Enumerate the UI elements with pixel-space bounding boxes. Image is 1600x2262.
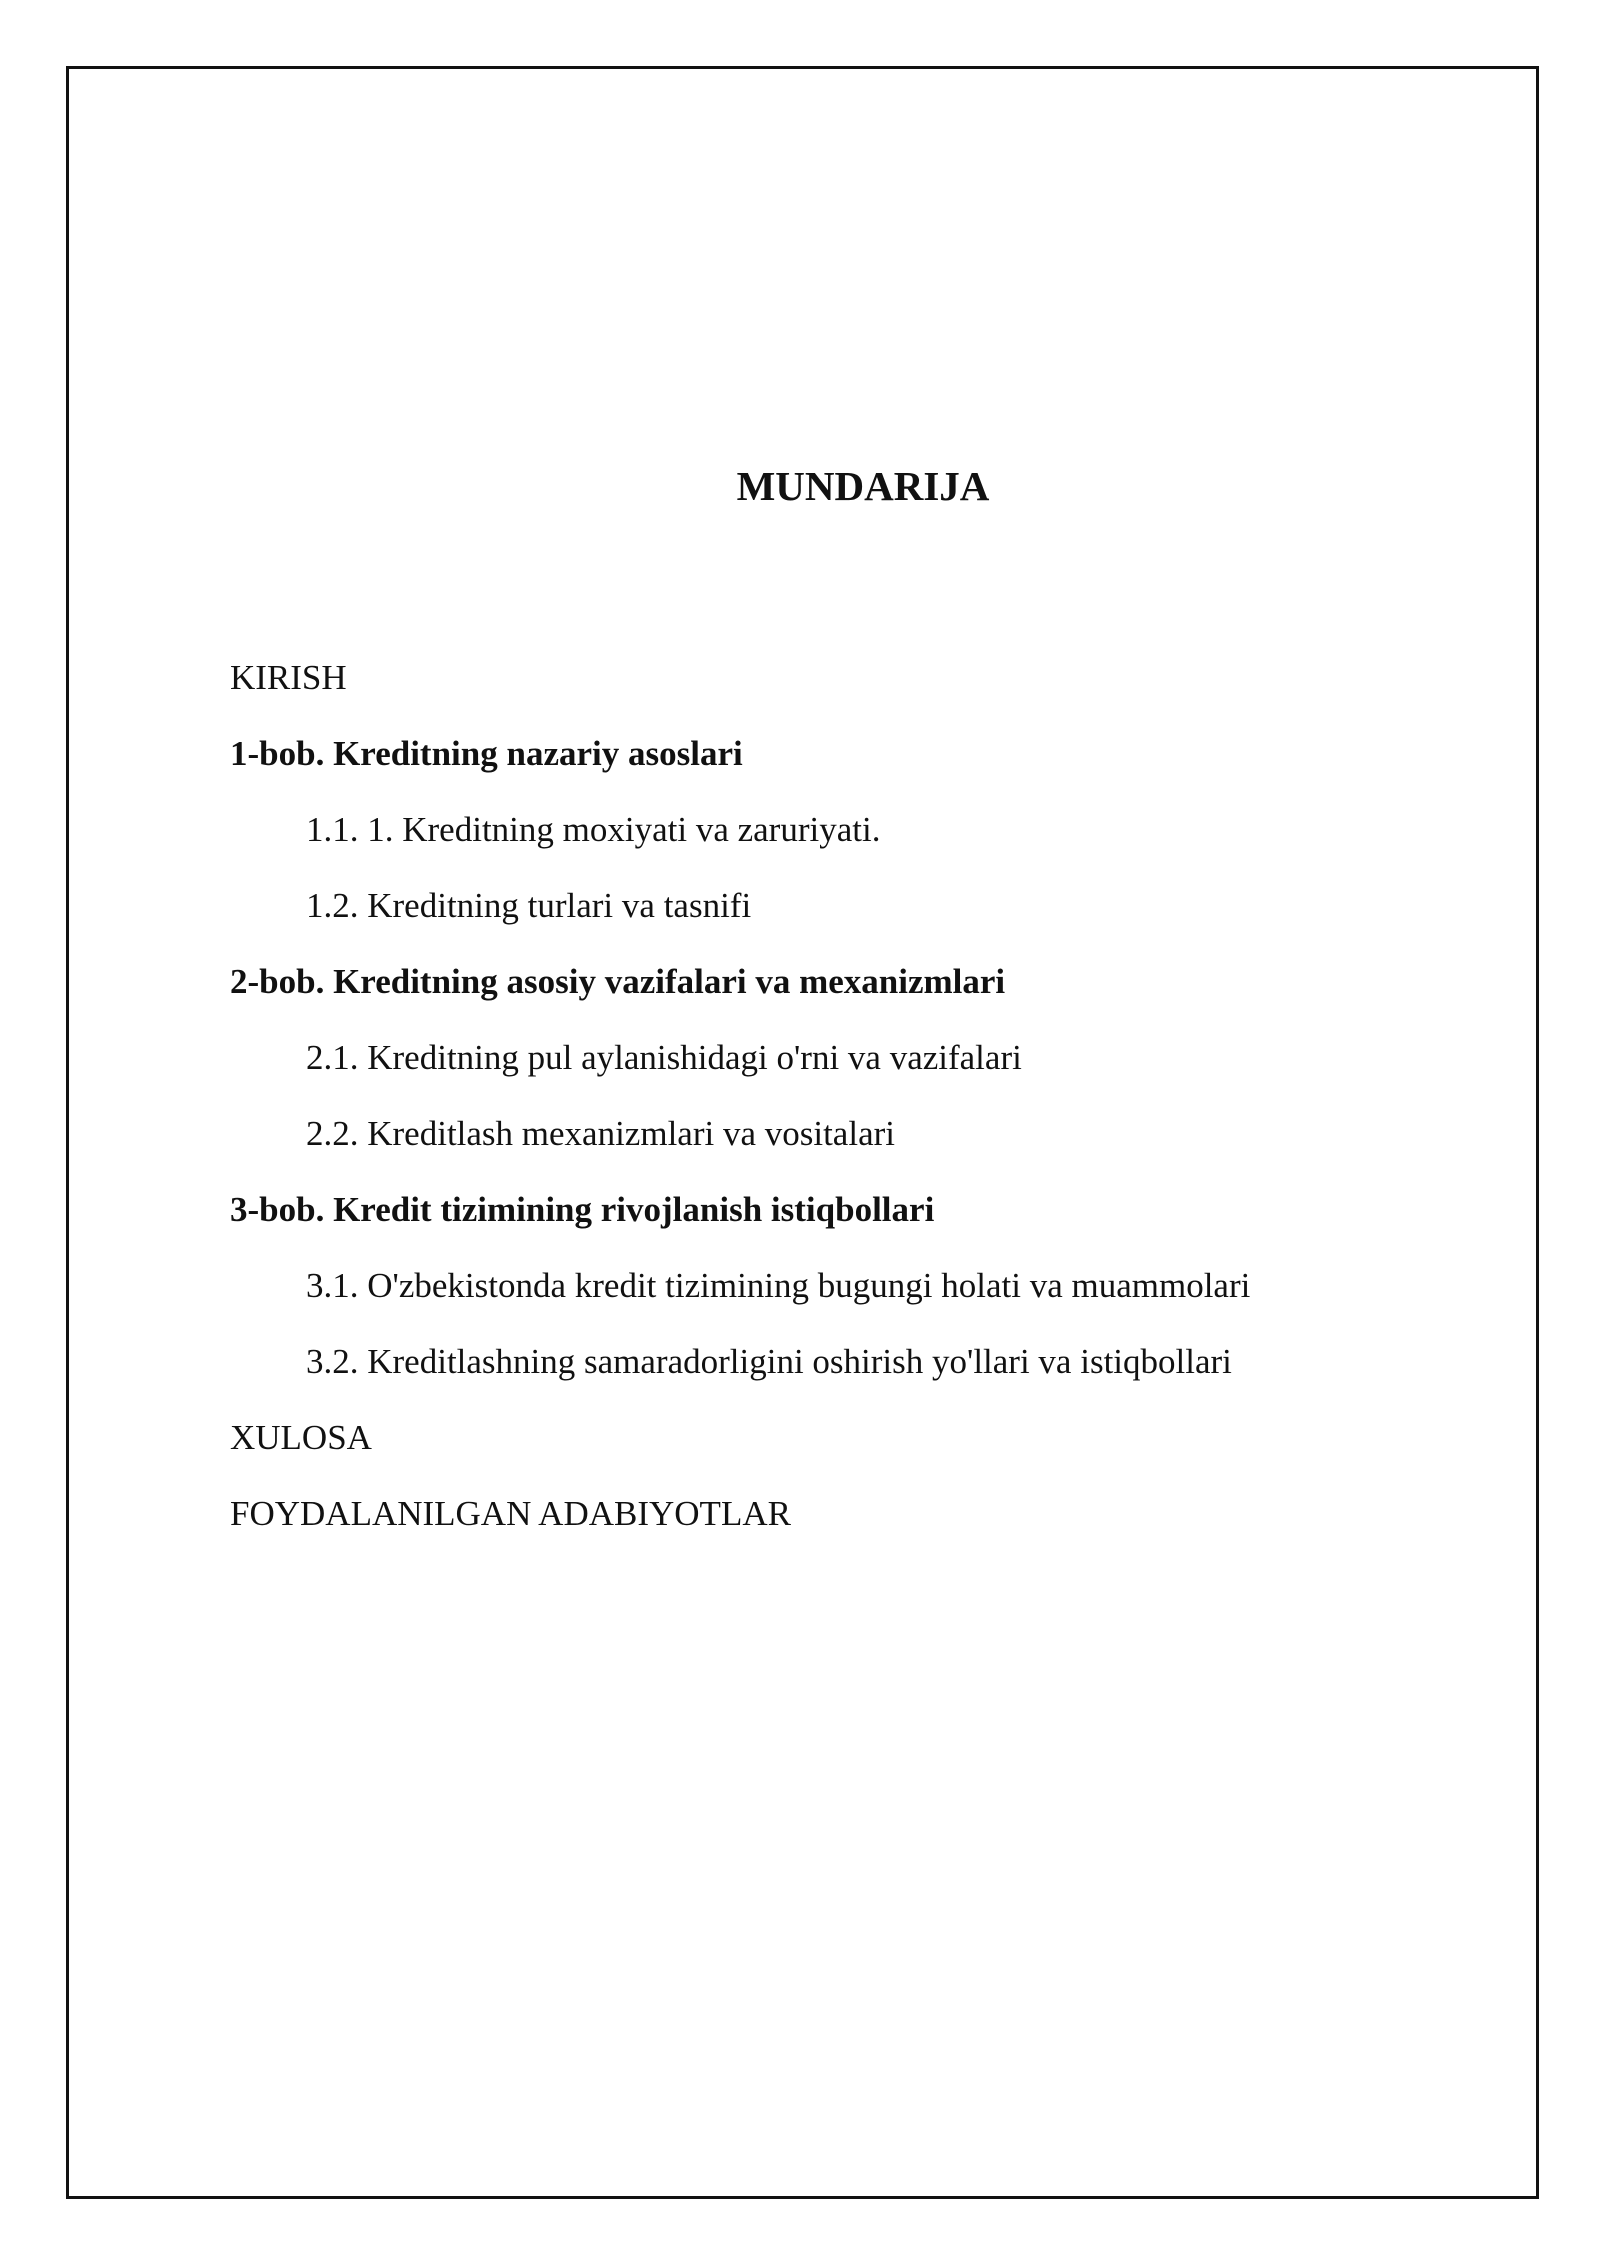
- toc-chapter-2: 2-bob. Kreditning asosiy vazifalari va mexanizmlari: [230, 962, 1006, 1001]
- toc-chapter-3: 3-bob. Kredit tizimining rivojlanish istiqbollari: [230, 1190, 935, 1229]
- toc-section-1-1: 1.1. 1. Kreditning moxiyati va zaruriyati.: [306, 810, 881, 849]
- toc-section-3-2: 3.2. Kreditlashning samaradorligini oshirish yo'llari va istiqbollari: [306, 1342, 1232, 1381]
- table-of-contents: [230, 640, 1480, 1552]
- toc-section-1-2: 1.2. Kreditning turlari va tasnifi: [306, 886, 752, 925]
- document-title: MUNDARIJA: [736, 463, 990, 509]
- toc-entry-intro: KIRISH: [230, 658, 347, 697]
- toc-section-2-2: 2.2. Kreditlash mexanizmlari va vositalari: [306, 1114, 895, 1153]
- toc-entry-references: FOYDALANILGAN ADABIYOTLAR: [230, 1494, 791, 1533]
- toc-entry-conclusion: XULOSA: [230, 1418, 372, 1457]
- toc-section-2-1: 2.1. Kreditning pul aylanishidagi o'rni va vazifalari: [306, 1038, 1022, 1077]
- toc-chapter-1: 1-bob. Kreditning nazariy asoslari: [230, 734, 743, 773]
- toc-section-3-1: 3.1. O'zbekistonda kredit tizimining bugungi holati va muammolari: [306, 1266, 1251, 1305]
